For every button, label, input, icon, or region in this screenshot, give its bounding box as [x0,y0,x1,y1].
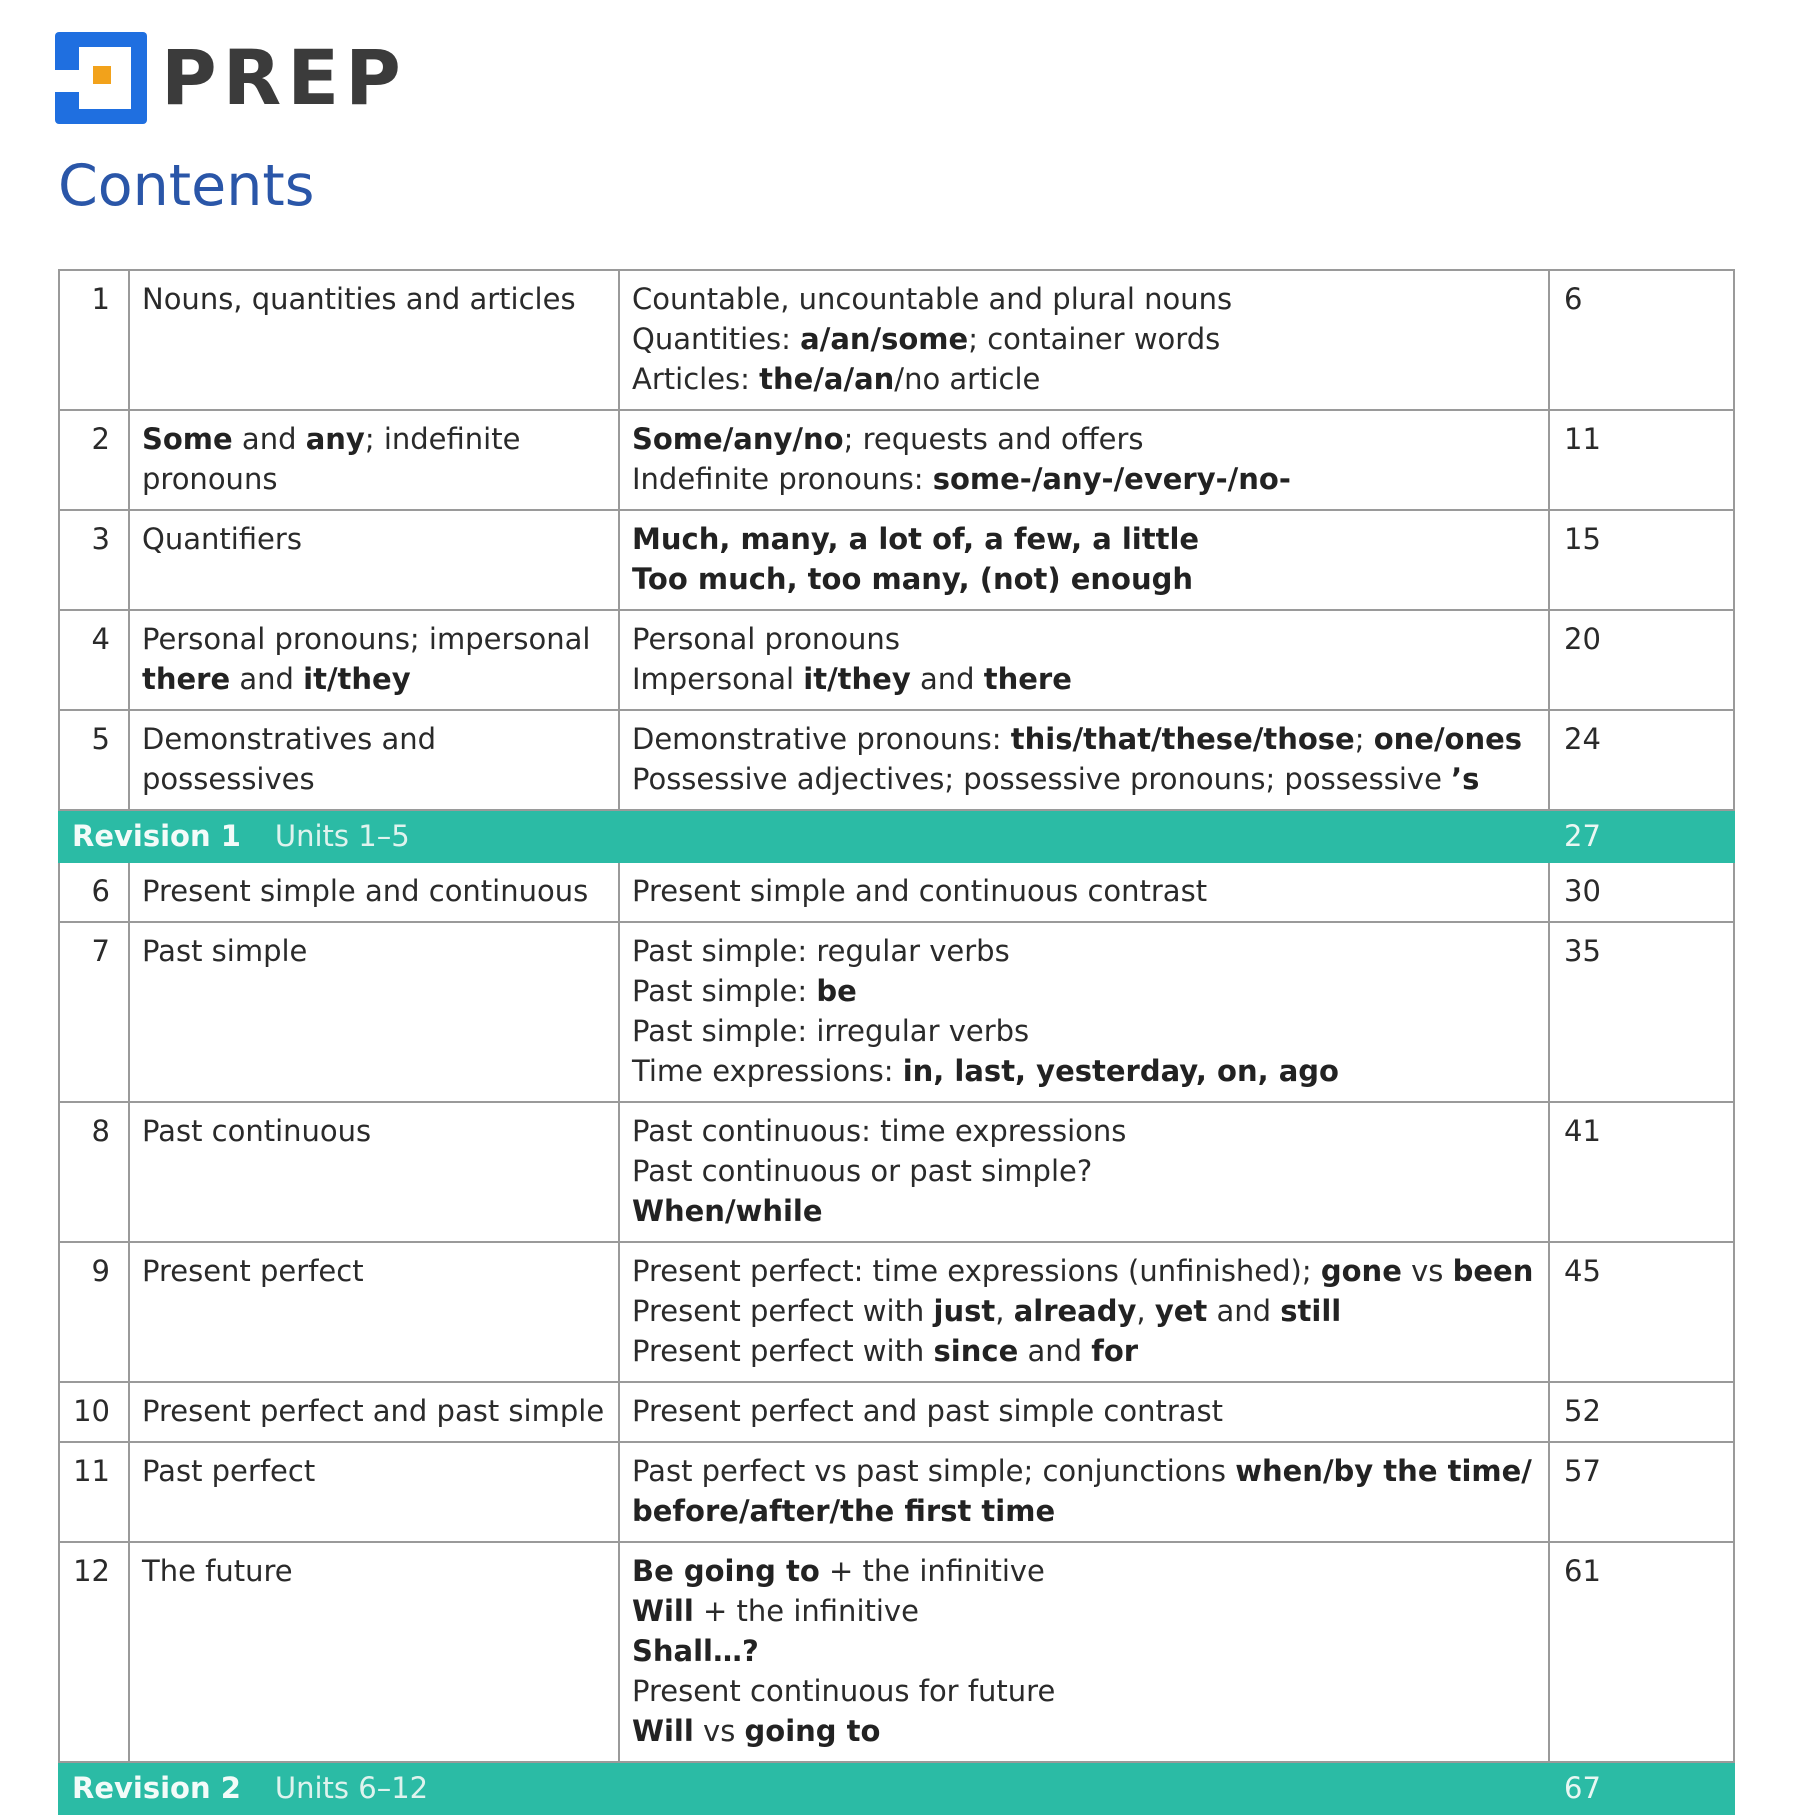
text-bold: before/after/the first time [632,1494,1056,1528]
unit-row [59,610,1734,710]
unit-title [129,1442,619,1542]
topic-line [632,1711,1536,1751]
text-run: Present simple and continuous [142,874,589,908]
text-bold: ’s [1451,762,1480,796]
topic-line [632,1551,1536,1591]
text-run: Nouns, quantities and articles [142,282,576,316]
text-bold: since [933,1334,1019,1368]
text-bold: a/an/some [800,322,969,356]
unit-number: 12 [59,1542,129,1762]
text-run: Demonstratives and possessives [142,722,437,796]
unit-topics [619,862,1549,922]
text-bold: in, last, yesterday, on, ago [902,1054,1339,1088]
text-run: Countable, uncountable and plural nouns [632,282,1233,316]
text-run: + the infinitive [693,1594,919,1628]
unit-row [59,1102,1734,1242]
text-bold: Will [632,1594,694,1628]
text-run: The future [142,1554,293,1588]
text-run: Indefinite pronouns: [632,462,933,496]
text-run: Past perfect [142,1454,316,1488]
topic-line [632,1391,1536,1431]
unit-topics [619,510,1549,610]
text-run: Past simple: [632,974,817,1008]
text-run: and [1207,1294,1281,1328]
text-run: Present continuous for future [632,1674,1056,1708]
topic-line [632,719,1536,759]
topic-line [632,1591,1536,1631]
text-run: Past simple: irregular verbs [632,1014,1030,1048]
text-bold: Some/any/no [632,422,844,456]
brand-name: PREP [161,33,407,122]
topic-line [632,1491,1536,1531]
unit-page: 35 [1549,922,1734,1102]
topic-line [632,1191,1536,1231]
unit-number: 6 [59,862,129,922]
unit-number: 8 [59,1102,129,1242]
unit-title [129,862,619,922]
text-run: Past perfect vs past simple; conjunctions [632,1454,1236,1488]
unit-number: 3 [59,510,129,610]
text-run: Present perfect and past simple [142,1394,605,1428]
topic-line [632,559,1536,599]
text-bold: for [1091,1334,1139,1368]
text-bold: Much, many, a lot of, a few, a little [632,522,1200,556]
topic-line [632,619,1536,659]
text-run: Past simple [142,934,308,968]
unit-row [59,1242,1734,1382]
text-run: Present perfect with [632,1334,934,1368]
revision-cell [59,1762,1549,1814]
unit-row [59,270,1734,410]
unit-title [129,410,619,510]
revision-label: Revision 1 [72,819,241,853]
unit-row [59,1382,1734,1442]
text-run: Impersonal [632,662,804,696]
topic-line [632,1111,1536,1151]
unit-number: 2 [59,410,129,510]
topic-line [632,1151,1536,1191]
unit-number: 4 [59,610,129,710]
unit-topics [619,1242,1549,1382]
unit-number: 5 [59,710,129,810]
unit-title [129,1102,619,1242]
text-bold: Will [632,1714,694,1748]
unit-topics [619,1102,1549,1242]
topic-line [632,459,1536,499]
text-run: Time expressions: [632,1054,903,1088]
unit-title [129,1382,619,1442]
text-run: Articles: [632,362,760,396]
unit-number: 7 [59,922,129,1102]
text-bold: just [933,1294,996,1328]
page-title: Contents [58,153,315,219]
text-bold: it/they [303,662,411,696]
revision-page: 27 [1549,810,1734,862]
unit-topics [619,710,1549,810]
unit-page: 24 [1549,710,1734,810]
text-bold: there [983,662,1072,696]
text-run: ; container words [968,322,1221,356]
unit-page: 41 [1549,1102,1734,1242]
text-run: , [995,1294,1014,1328]
topic-line [632,759,1536,799]
unit-page: 11 [1549,410,1734,510]
text-bold: this/that/these/those [1010,722,1355,756]
text-bold: still [1280,1294,1342,1328]
revision-row [59,810,1734,862]
unit-title [129,1242,619,1382]
text-run: , [1136,1294,1155,1328]
topic-line [632,1671,1536,1711]
text-run: and [910,662,984,696]
unit-number: 1 [59,270,129,410]
text-run: Present perfect: time expressions (unfinished); [632,1254,1321,1288]
text-run: Past continuous or past simple? [632,1154,1093,1188]
unit-page: 30 [1549,862,1734,922]
text-run: Past simple: regular verbs [632,934,1010,968]
text-run: Present simple and continuous contrast [632,874,1208,908]
text-run: Past continuous [142,1114,372,1148]
topic-line [632,1331,1536,1371]
text-run: and [232,422,306,456]
text-bold: any [305,422,365,456]
topic-line [632,1291,1536,1331]
text-bold: Too much, too many, (not) enough [632,562,1194,596]
text-run: ; [1354,722,1374,756]
text-run: vs [693,1714,745,1748]
unit-row [59,710,1734,810]
unit-row [59,410,1734,510]
topic-line [632,971,1536,1011]
text-run: /no article [894,362,1041,396]
unit-topics [619,270,1549,410]
topic-line [632,1451,1536,1491]
text-run: Past continuous: time expressions [632,1114,1127,1148]
text-bold: gone [1320,1254,1402,1288]
contents-table-body [59,270,1734,1814]
text-bold: Be going to [632,1554,820,1588]
brand-logo [55,32,407,124]
unit-page: 57 [1549,1442,1734,1542]
text-bold: when/by the time/ [1235,1454,1532,1488]
unit-number: 11 [59,1442,129,1542]
topic-line [632,319,1536,359]
unit-title [129,922,619,1102]
text-bold: there [142,662,231,696]
text-run: Personal pronouns; impersonal [142,622,591,656]
text-bold: When/while [632,1194,823,1228]
revision-page: 67 [1549,1762,1734,1814]
unit-row [59,1442,1734,1542]
text-bold: the/a/an [759,362,895,396]
unit-title [129,510,619,610]
unit-topics [619,1442,1549,1542]
revision-row [59,1762,1734,1814]
topic-line [632,279,1536,319]
text-bold: some-/any-/every-/no- [932,462,1291,496]
unit-number: 10 [59,1382,129,1442]
topic-line [632,871,1536,911]
revision-cell [59,810,1549,862]
contents-table [58,269,1735,1815]
unit-page: 52 [1549,1382,1734,1442]
revision-units: Units 6–12 [274,1771,429,1805]
revision-label: Revision 2 [72,1771,241,1805]
unit-title [129,1542,619,1762]
text-run: ; requests and offers [843,422,1144,456]
text-bold: it/they [803,662,911,696]
unit-row [59,922,1734,1102]
unit-topics [619,1542,1549,1762]
text-run: Personal pronouns [632,622,900,656]
unit-topics [619,922,1549,1102]
text-bold: Shall…? [632,1634,759,1668]
text-run: Quantities: [632,322,801,356]
topic-line [632,1631,1536,1671]
topic-line [632,419,1536,459]
text-bold: one/ones [1373,722,1523,756]
text-run: Quantifiers [142,522,302,556]
unit-topics [619,610,1549,710]
text-bold: Some [142,422,233,456]
unit-title [129,610,619,710]
unit-topics [619,410,1549,510]
text-run: Present perfect [142,1254,364,1288]
unit-topics [619,1382,1549,1442]
revision-units: Units 1–5 [274,819,410,853]
text-run: Demonstrative pronouns: [632,722,1011,756]
text-run: and [1018,1334,1092,1368]
topic-line [632,659,1536,699]
topic-line [632,1251,1536,1291]
prep-logo-icon [55,32,147,124]
unit-row [59,1542,1734,1762]
text-run: vs [1401,1254,1453,1288]
text-bold: already [1013,1294,1137,1328]
unit-page: 6 [1549,270,1734,410]
topic-line [632,359,1536,399]
text-run: Present perfect and past simple contrast [632,1394,1223,1428]
unit-page: 45 [1549,1242,1734,1382]
text-bold: be [816,974,857,1008]
topic-line [632,931,1536,971]
text-run: Possessive adjectives; possessive pronouns; possessive [632,762,1452,796]
text-bold: going to [744,1714,881,1748]
unit-title [129,710,619,810]
unit-number: 9 [59,1242,129,1382]
text-run: Present perfect with [632,1294,934,1328]
unit-page: 61 [1549,1542,1734,1762]
topic-line [632,1051,1536,1091]
topic-line [632,1011,1536,1051]
text-run: + the infinitive [819,1554,1045,1588]
text-run: ; indefinite pronouns [142,422,521,496]
unit-row [59,862,1734,922]
unit-page: 20 [1549,610,1734,710]
unit-title [129,270,619,410]
topic-line [632,519,1536,559]
text-run: and [230,662,304,696]
unit-row [59,510,1734,610]
unit-page: 15 [1549,510,1734,610]
text-bold: yet [1154,1294,1208,1328]
text-bold: been [1452,1254,1534,1288]
